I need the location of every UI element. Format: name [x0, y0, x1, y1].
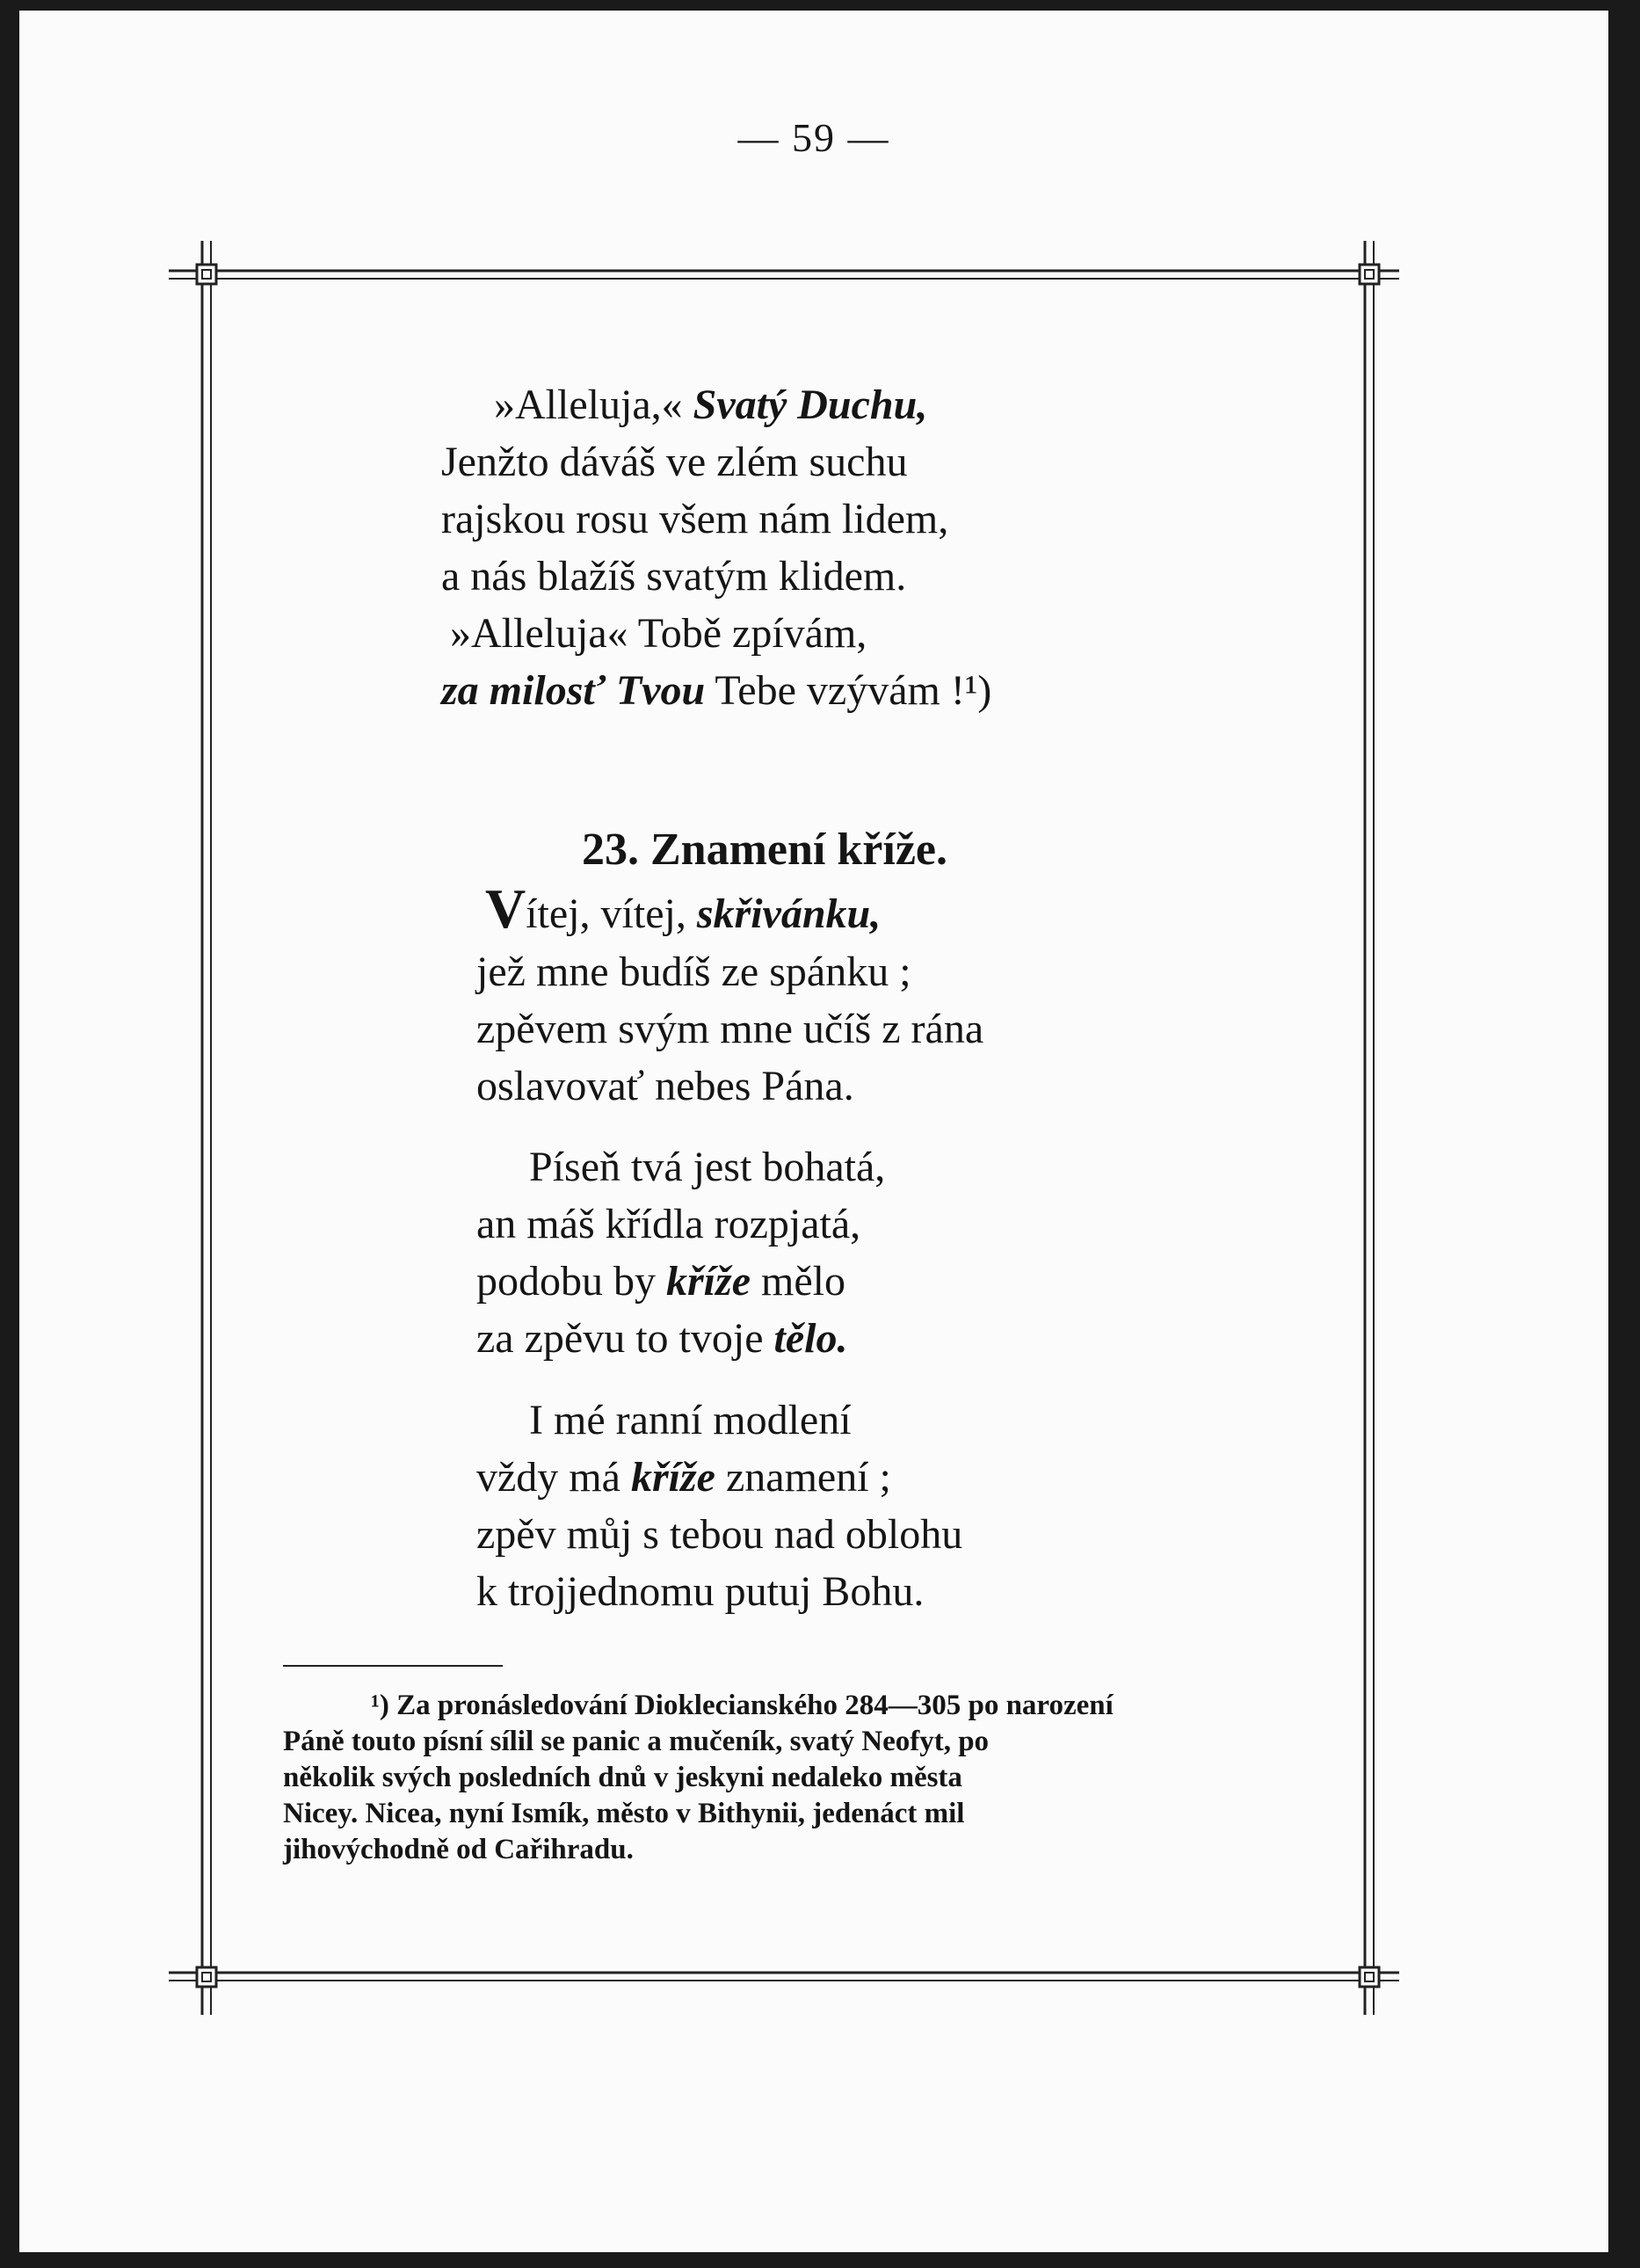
poem-line: rajskou rosu všem nám lidem, [441, 496, 949, 542]
poem-line: a nás blažíš svatým klidem. [441, 553, 907, 600]
stanza-line: oslavovať nebes Pána. [476, 1063, 854, 1109]
footnote-line: několik svých posledních dnů v jeskyni nedaleko města [283, 1762, 962, 1793]
poem-line: Jenžto dáváš ve zlém suchu [441, 439, 908, 485]
section-heading [582, 824, 947, 876]
footnote [283, 1688, 1318, 1868]
stanza-line: I mé ranní modlení [529, 1397, 852, 1443]
stanza-line: podobu by kříže mělo [476, 1258, 845, 1305]
section-title: Znamení kříže. [650, 825, 947, 875]
footnote-line: jihovýchodně od Cařihradu. [283, 1834, 634, 1865]
stanza-line: jež mne budíš ze spánku ; [476, 949, 911, 995]
footnote-line: ¹) Za pronásledování Dioklecianského 284—305 po narození [371, 1690, 1114, 1721]
stanza-line: zpěv můj s tebou nad oblohu [476, 1511, 963, 1558]
stanza-line: k trojjednomu putuj Bohu. [476, 1568, 925, 1615]
footnote-rule [283, 1665, 503, 1667]
stanza-line: vždy má kříže znamení ; [476, 1454, 891, 1501]
footnote-line: Páně touto písní sílil se panic a mučeník, svatý Neofyt, po [283, 1726, 990, 1757]
footnote-line: Nicey. Nicea, nyní Ismík, město v Bithynii, jedenáct mil [283, 1798, 965, 1829]
page-number: — 59 — [737, 115, 890, 160]
stanza-line: za zpěvu to tvoje tělo. [476, 1315, 848, 1362]
drop-initial: V [485, 877, 526, 940]
section-number: 23. [582, 825, 639, 875]
stanza-line: Píseň tvá jest bohatá, [529, 1144, 886, 1190]
ornamental-frame [19, 11, 1608, 2252]
poem-line: »Alleluja,« Svatý Duchu, [494, 382, 928, 428]
poem-line: za milosť Tvou Tebe vzývám !¹) [441, 667, 992, 714]
stanza-line: an máš křídla rozpjatá, [476, 1201, 861, 1247]
book-page [19, 11, 1608, 2252]
stanza-line: zpěvem svým mne učíš z rána [476, 1006, 984, 1052]
stanza-line: Vítej, vítej, skřivánku, [485, 877, 882, 940]
poem-line: »Alleluja« Tobě zpívám, [450, 610, 867, 657]
